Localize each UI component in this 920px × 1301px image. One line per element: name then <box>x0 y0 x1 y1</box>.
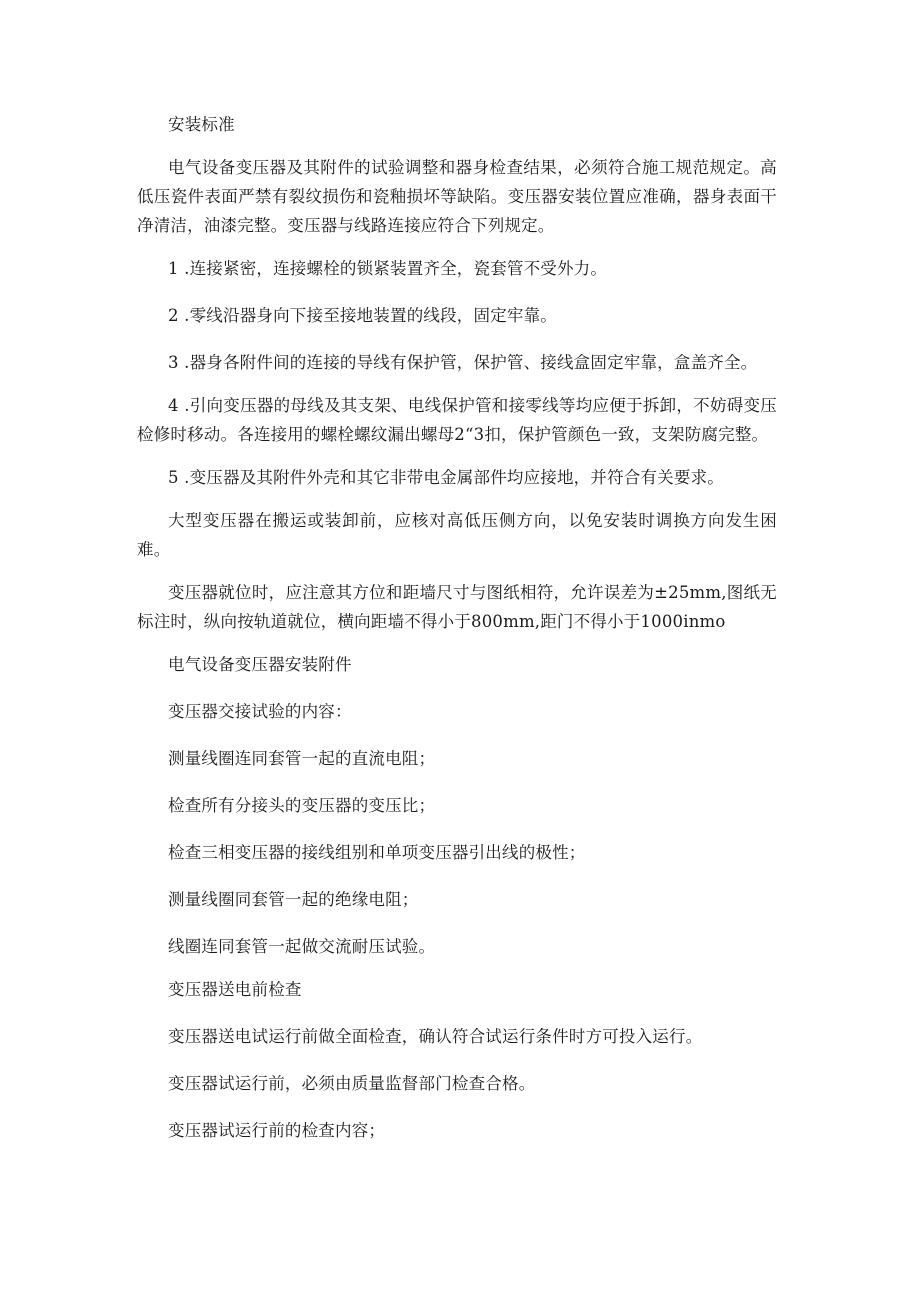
section-heading-accessories: 电气设备变压器安装附件 <box>168 655 352 674</box>
test-item-2: 检查所有分接头的变压器的变压比； <box>168 796 436 815</box>
paragraph-large-transformer: 大型变压器在搬运或装卸前，应核对高低压侧方向，以免安装时调换方向发生困难。 <box>137 511 777 559</box>
check-item-2: 变压器试运行前，必须由质量监督部门检查合格。 <box>168 1074 536 1093</box>
list-item-2: 2 .零线沿器身向下接至接地装置的线段，固定牢靠。 <box>168 306 557 325</box>
check-item-3: 变压器试运行前的检查内容； <box>168 1121 386 1140</box>
list-item-5: 5 .变压器及其附件外壳和其它非带电金属部件均应接地，并符合有关要求。 <box>168 468 724 487</box>
section-heading-handover-test: 变压器交接试验的内容： <box>168 702 352 721</box>
paragraph-inspection-results: 电气设备变压器及其附件的试验调整和器身检查结果，必须符合施工规范规定。高低压瓷件表面严禁有裂纹损伤和瓷釉损坏等缺陷。变压器安装位置应准确，器身表面干净清洁，油漆完整。变压器与线路连接应符合下列规定。 <box>137 158 777 235</box>
test-item-4: 测量线圈同套管一起的绝缘电阻； <box>168 890 419 909</box>
check-item-1: 变压器送电试运行前做全面检查，确认符合试运行条件时方可投入运行。 <box>168 1027 703 1046</box>
list-item-4: 4 .引向变压器的母线及其支架、电线保护管和接零线等均应便于拆卸，不妨碍变压检修时移动。各连接用的螺栓螺纹漏出螺母2“3扣，保护管颜色一致，支架防腐完整。 <box>137 396 777 444</box>
test-item-3: 检查三相变压器的接线组别和单项变压器引出线的极性； <box>168 843 586 862</box>
document-page <box>137 110 777 1145</box>
section-heading-pre-energize: 变压器送电前检查 <box>168 980 302 999</box>
test-item-5: 线圈连同套管一起做交流耐压试验。 <box>168 937 436 956</box>
test-item-1: 测量线圈连同套管一起的直流电阻； <box>168 749 436 768</box>
list-item-3: 3 .器身各附件间的连接的导线有保护管，保护管、接线盒固定牢靠，盒盖齐全。 <box>168 353 758 372</box>
section-heading-install-standard: 安装标准 <box>168 115 235 134</box>
paragraph-positioning: 变压器就位时，应注意其方位和距墙尺寸与图纸相符，允许误差为±25mm,图纸无标注时，纵向按轨道就位，横向距墙不得小于800mm,距门不得小于1000inmo <box>137 583 777 631</box>
list-item-1: 1 .连接紧密，连接螺栓的锁紧装置齐全，瓷套管不受外力。 <box>168 259 608 278</box>
